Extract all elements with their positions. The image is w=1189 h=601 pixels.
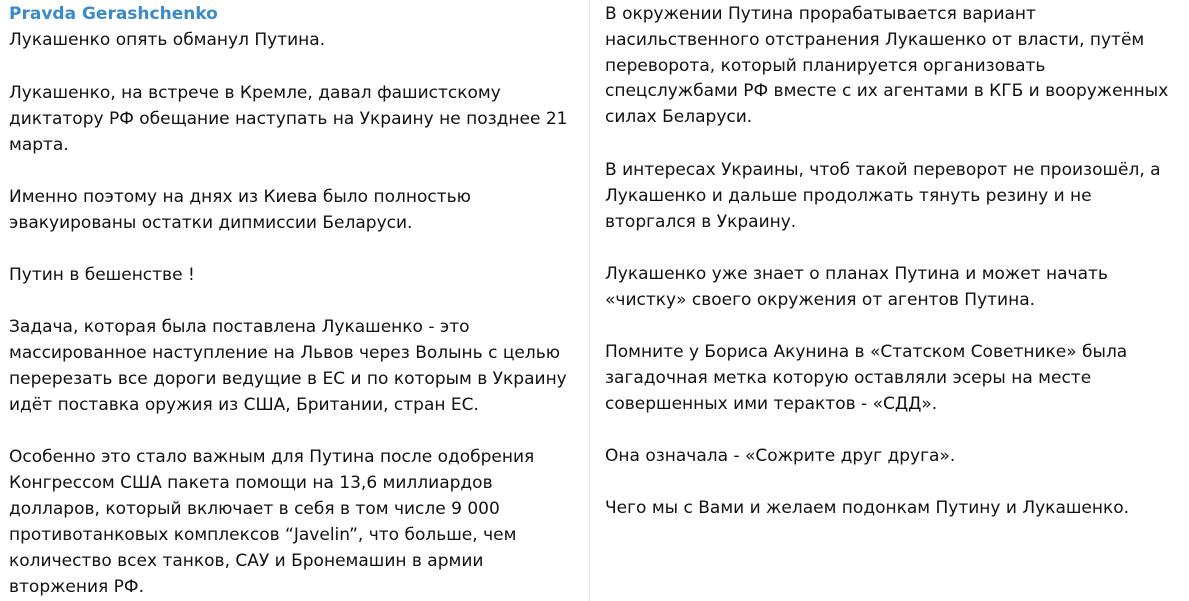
post-text-line: Лукашенко опять обманул Путина. xyxy=(9,30,326,50)
post-text-line: количество всех танков, САУ и Бронемашин в армии xyxy=(9,551,484,571)
post-text-line: Лукашенко уже знает о планах Путина и может начать xyxy=(605,264,1108,284)
post-text-line: вторгался в Украину. xyxy=(605,212,797,232)
post-text-line: насильственного отстранения Лукашенко от власти, путём xyxy=(605,30,1145,50)
post-text-line: Задача, которая была поставлена Лукашенко - это xyxy=(9,317,470,337)
post-text-line: загадочная метка которую оставляли эсеры на месте xyxy=(605,368,1092,388)
post-left-column xyxy=(0,0,590,601)
post-text-line: Именно поэтому на днях из Киева было полностью xyxy=(9,187,471,207)
post-text-line: Лукашенко и дальше продолжать тянуть резину и не xyxy=(605,186,1092,206)
post-text-line: противотанковых комплексов “Javelin”, что больше, чем xyxy=(9,525,517,545)
post-text-line: В интересах Украины, чтоб такой переворот не произошёл, а xyxy=(605,160,1161,180)
author-name[interactable]: Pravda Gerashchenko xyxy=(9,4,218,24)
post-text-line: Конгрессом США пакета помощи на 13,6 миллиардов xyxy=(9,473,493,493)
post-text-line: диктатору РФ обещание наступать на Украину не позднее 21 xyxy=(9,109,568,129)
post-text-line: массированное наступление на Львов через Волынь с целью xyxy=(9,343,561,363)
post-text-line: эвакуированы остатки дипмиссии Беларуси. xyxy=(9,213,413,233)
post-text-line: силах Беларуси. xyxy=(605,107,753,127)
post-text-line: В окружении Путина прорабатывается вариант xyxy=(605,4,1036,24)
post-text-line: Путин в бешенстве ! xyxy=(9,265,195,285)
post-text-line: Помните у Бориса Акунина в «Статском Советнике» была xyxy=(605,342,1128,362)
post-text-line: перерезать все дороги ведущие в ЕС и по которым в Украину xyxy=(9,369,567,389)
post-text-line: долларов, который включает в себя в том числе 9 000 xyxy=(9,499,500,519)
post-text-line: Особенно это стало важным для Путина после одобрения xyxy=(9,447,535,467)
post-text-line: Чего мы с Вами и желаем подонкам Путину и Лукашенко. xyxy=(605,498,1130,518)
post-right-column xyxy=(590,0,1189,601)
post-text-line: переворота, который планируется организовать xyxy=(605,56,1046,76)
post-text-line: спецслужбами РФ вместе с их агентами в КГБ и вооруженных xyxy=(605,81,1169,101)
post-text-line: вторжения РФ. xyxy=(9,577,144,597)
post-text-line: Она означала - «Сожрите друг друга». xyxy=(605,446,956,466)
post-text-line: совершенных ими терактов - «СДД». xyxy=(605,394,938,414)
post-text-line: Лукашенко, на встрече в Кремле, давал фашистскому xyxy=(9,83,501,103)
post-text-line: марта. xyxy=(9,135,69,155)
post-text-line: идёт поставка оружия из США, Британии, стран ЕС. xyxy=(9,395,479,415)
post-text-line: «чистку» своего окружения от агентов Путина. xyxy=(605,290,1036,310)
